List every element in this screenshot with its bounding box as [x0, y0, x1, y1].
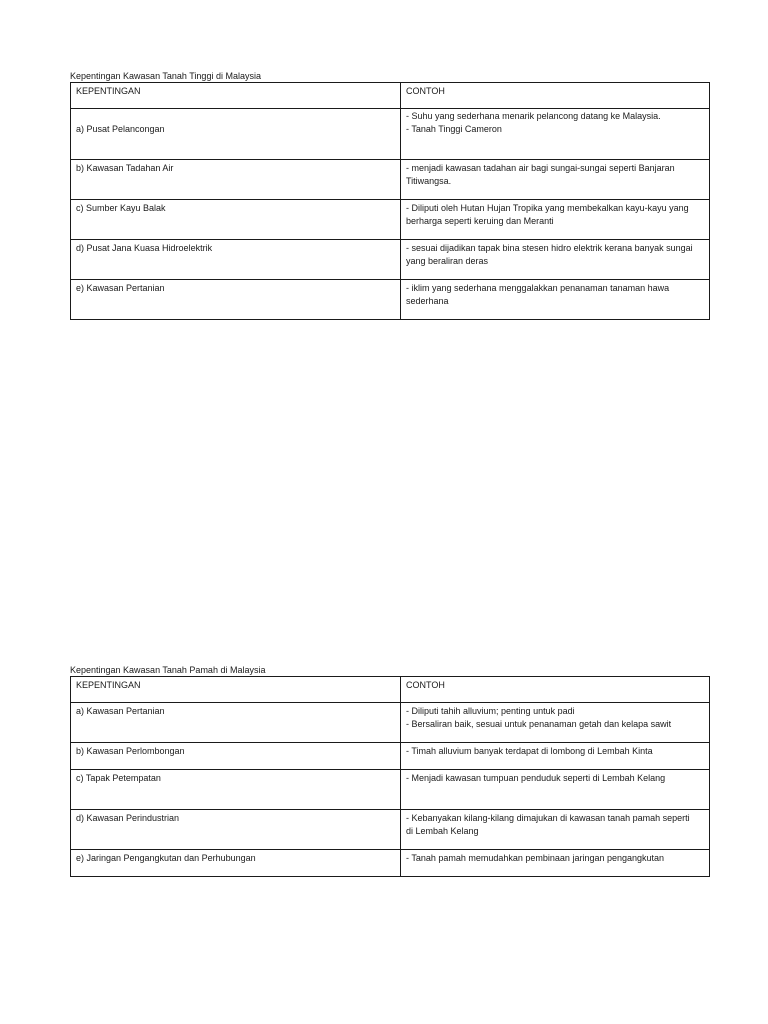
contoh-line: - menjadi kawasan tadahan air bagi sungai-sungai seperti Banjaran — [406, 163, 675, 173]
contoh-line: Titiwangsa. — [406, 176, 452, 186]
table-caption: Kepentingan Kawasan Tanah Tinggi di Malaysia — [70, 71, 261, 81]
contoh-line: - Suhu yang sederhana menarik pelancong datang ke Malaysia. — [406, 111, 661, 121]
table-row — [71, 109, 710, 160]
contoh-cell — [401, 810, 710, 850]
table-row — [71, 160, 710, 200]
kepentingan-cell: b) Kawasan Perlombongan — [71, 743, 401, 770]
table-header-row — [71, 83, 710, 109]
kepentingan-cell: a) Pusat Pelancongan — [71, 109, 401, 160]
contoh-line: di Lembah Kelang — [406, 826, 479, 836]
contoh-line: - Tanah Tinggi Cameron — [406, 124, 502, 134]
kepentingan-table — [70, 676, 710, 877]
table-row — [71, 200, 710, 240]
contoh-cell — [401, 703, 710, 743]
table-row — [71, 743, 710, 770]
table-caption: Kepentingan Kawasan Tanah Pamah di Malaysia — [70, 665, 266, 675]
column-header-contoh: CONTOH — [401, 677, 710, 703]
contoh-line: - Diliputi oleh Hutan Hujan Tropika yang membekalkan kayu-kayu yang — [406, 203, 689, 213]
contoh-line: berharga seperti keruing dan Meranti — [406, 216, 554, 226]
contoh-line: - sesuai dijadikan tapak bina stesen hidro elektrik kerana banyak sungai — [406, 243, 693, 253]
table-row — [71, 280, 710, 320]
contoh-cell — [401, 240, 710, 280]
table-section-tanah-tinggi — [70, 71, 710, 320]
kepentingan-cell: e) Jaringan Pengangkutan dan Perhubungan — [71, 850, 401, 877]
contoh-cell — [401, 200, 710, 240]
contoh-cell — [401, 280, 710, 320]
contoh-line: - Timah alluvium banyak terdapat di lombong di Lembah Kinta — [406, 746, 653, 756]
kepentingan-cell: c) Tapak Petempatan — [71, 770, 401, 810]
contoh-line: sederhana — [406, 296, 449, 306]
contoh-cell — [401, 743, 710, 770]
contoh-cell — [401, 770, 710, 810]
kepentingan-cell: a) Kawasan Pertanian — [71, 703, 401, 743]
contoh-line: - Diliputi tahih alluvium; penting untuk padi — [406, 706, 575, 716]
kepentingan-table — [70, 82, 710, 320]
contoh-line: - Kebanyakan kilang-kilang dimajukan di kawasan tanah pamah seperti — [406, 813, 690, 823]
contoh-line: yang beraliran deras — [406, 256, 489, 266]
kepentingan-cell: c) Sumber Kayu Balak — [71, 200, 401, 240]
table-row — [71, 770, 710, 810]
contoh-line: - Menjadi kawasan tumpuan penduduk seperti di Lembah Kelang — [406, 773, 666, 783]
column-header-kepentingan: KEPENTINGAN — [71, 83, 401, 109]
contoh-line: - Tanah pamah memudahkan pembinaan jaringan pengangkutan — [406, 853, 665, 863]
table-row — [71, 703, 710, 743]
kepentingan-cell: b) Kawasan Tadahan Air — [71, 160, 401, 200]
contoh-line: - iklim yang sederhana menggalakkan penanaman tanaman hawa — [406, 283, 670, 293]
table-section-tanah-pamah — [70, 665, 710, 877]
column-header-contoh: CONTOH — [401, 83, 710, 109]
contoh-cell — [401, 160, 710, 200]
table-header-row — [71, 677, 710, 703]
contoh-cell — [401, 109, 710, 160]
kepentingan-cell: d) Pusat Jana Kuasa Hidroelektrik — [71, 240, 401, 280]
table-row — [71, 850, 710, 877]
column-header-kepentingan: KEPENTINGAN — [71, 677, 401, 703]
table-row — [71, 810, 710, 850]
contoh-cell — [401, 850, 710, 877]
contoh-line: - Bersaliran baik, sesuai untuk penanaman getah dan kelapa sawit — [406, 719, 672, 729]
table-row — [71, 240, 710, 280]
kepentingan-cell: e) Kawasan Pertanian — [71, 280, 401, 320]
kepentingan-cell: d) Kawasan Perindustrian — [71, 810, 401, 850]
